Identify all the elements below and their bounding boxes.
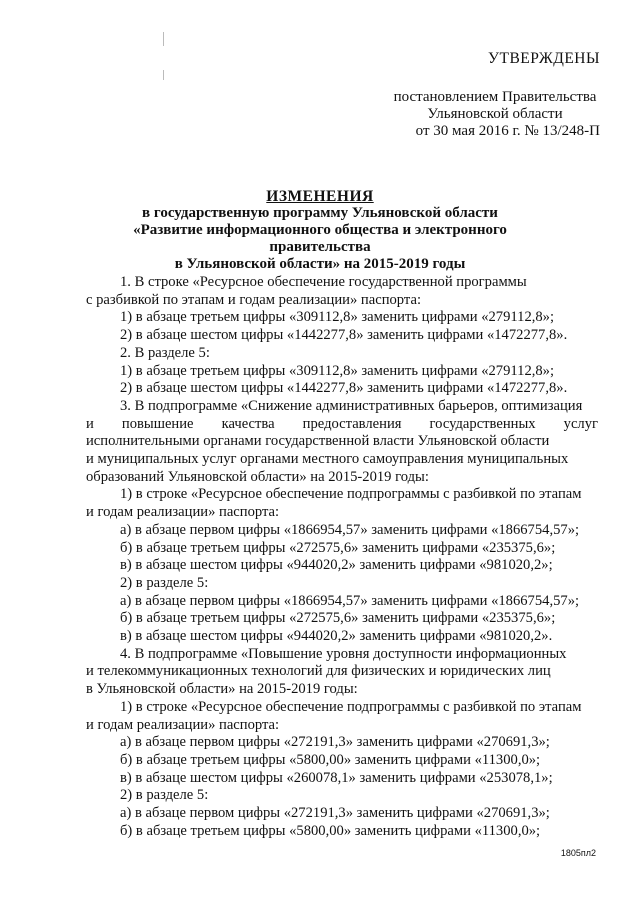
paragraph-line: образований Ульяновской области» на 2015-2019 годы: — [86, 468, 429, 485]
paragraph-line: 1) в строке «Ресурсное обеспечение подпрограммы с разбивкой по этапам — [120, 486, 582, 503]
scan-mark — [163, 32, 164, 46]
paragraph-line: в Ульяновской области» на 2015-2019 годы: — [86, 681, 358, 698]
title-main: ИЗМЕНЕНИЯ — [266, 188, 374, 205]
paragraph-line: б) в абзаце третьем цифры «272575,6» заменить цифрами «235375,6»; — [120, 610, 556, 627]
paragraph-line: 1) в строке «Ресурсное обеспечение подпрограммы с разбивкой по этапам — [120, 698, 582, 715]
paragraph-line: б) в абзаце третьем цифры «5800,00» заменить цифрами «11300,0»; — [120, 751, 541, 768]
document-title — [90, 188, 550, 273]
paragraph-line: с разбивкой по этапам и годам реализации» паспорта: — [86, 291, 422, 308]
paragraph-line: и телекоммуникационных технологий для физических и юридических лиц — [86, 663, 551, 680]
paragraph-line: 4. В подпрограмме «Повышение уровня доступности информационных — [120, 645, 567, 662]
document-code: 1805пл2 — [560, 848, 596, 858]
scan-mark — [163, 70, 164, 80]
paragraph-line: 2) в разделе 5: — [120, 574, 209, 591]
paragraph-line: и повышение качества предоставления государственных услуг — [86, 415, 598, 432]
approval-line: постановлением Правительства — [393, 89, 597, 105]
paragraph-line: 1) в абзаце третьем цифры «309112,8» заменить цифрами «279112,8»; — [120, 362, 555, 379]
approval-heading: УТВЕРЖДЕНЫ — [488, 50, 600, 67]
approval-date: от 30 мая 2016 г. № 13/248-П — [415, 123, 600, 139]
paragraph-line: и муниципальных услуг органами местного самоуправления муниципальных — [86, 451, 569, 468]
title-line: в государственную программу Ульяновской области — [142, 205, 498, 221]
paragraph-line: исполнительными органами государственной власти Ульяновской области — [86, 433, 550, 450]
document-body — [86, 274, 598, 841]
paragraph-line: 1. В строке «Ресурсное обеспечение государственной программы — [120, 274, 527, 290]
paragraph-line: б) в абзаце третьем цифры «272575,6» заменить цифрами «235375,6»; — [120, 539, 556, 556]
paragraph-line: и годам реализации» паспорта: — [86, 504, 280, 521]
paragraph-line: 2) в абзаце шестом цифры «1442277,8» заменить цифрами «1472277,8». — [120, 327, 568, 344]
paragraph-line: а) в абзаце первом цифры «1866954,57» заменить цифрами «1866754,57»; — [120, 521, 580, 538]
paragraph-line: б) в абзаце третьем цифры «5800,00» заменить цифрами «11300,0»; — [120, 822, 541, 839]
paragraph-line: 2. В разделе 5: — [120, 344, 210, 361]
paragraph-line: а) в абзаце первом цифры «272191,3» заменить цифрами «270691,3»; — [120, 805, 550, 822]
title-line: в Ульяновской области» на 2015-2019 годы — [174, 256, 466, 272]
approval-line: Ульяновской области — [427, 106, 563, 122]
paragraph-line: 1) в абзаце третьем цифры «309112,8» заменить цифрами «279112,8»; — [120, 309, 555, 326]
paragraph-line: в) в абзаце шестом цифры «944020,2» заменить цифрами «981020,2»; — [120, 557, 553, 574]
title-line: «Развитие информационного общества и электронного правительства — [133, 222, 507, 255]
approval-block — [390, 50, 600, 140]
paragraph-line: 3. В подпрограмме «Снижение административных барьеров, оптимизация — [120, 397, 583, 414]
paragraph-line: а) в абзаце первом цифры «272191,3» заменить цифрами «270691,3»; — [120, 734, 550, 751]
paragraph-line: в) в абзаце шестом цифры «944020,2» заменить цифрами «981020,2». — [120, 628, 553, 645]
paragraph-line: и годам реализации» паспорта: — [86, 716, 280, 733]
paragraph-line: 2) в абзаце шестом цифры «1442277,8» заменить цифрами «1472277,8». — [120, 380, 568, 397]
paragraph-line: в) в абзаце шестом цифры «260078,1» заменить цифрами «253078,1»; — [120, 769, 553, 786]
paragraph-line: а) в абзаце первом цифры «1866954,57» заменить цифрами «1866754,57»; — [120, 592, 580, 609]
paragraph-line: 2) в разделе 5: — [120, 787, 209, 804]
